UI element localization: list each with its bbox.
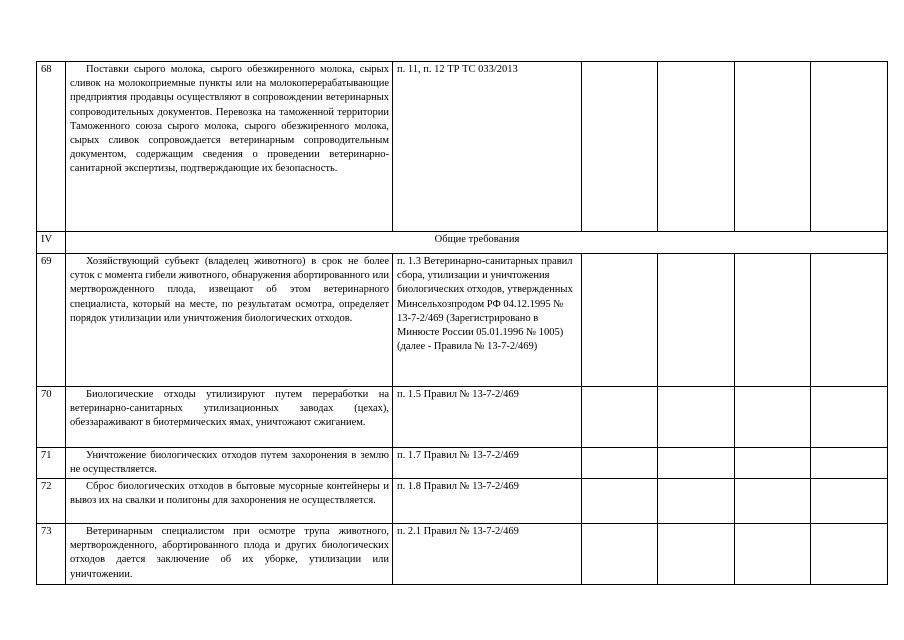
row-number: 69 (37, 254, 66, 387)
check-cell-no (658, 448, 735, 479)
check-cell-yes (582, 479, 658, 524)
check-cell-note (811, 387, 888, 448)
check-cell-no (658, 479, 735, 524)
table-row (37, 479, 888, 524)
check-cell-yes (582, 524, 658, 585)
check-cell-note (811, 254, 888, 387)
legal-reference: п. 1.3 Ветеринарно-санитарных правил сбора, утилизации и уничтожения биологических отходов, утвержденных Минсельхозпродом РФ 04.12.1995 № 13-7-2/469 (Зарегистрировано в Минюсте России 05.01.1996 № 1005) (далее - Правила № 13-7-2/469) (393, 254, 582, 387)
legal-reference: п. 11, п. 12 ТР ТС 033/2013 (393, 62, 582, 232)
requirement-text: Хозяйствующий субъект (владелец животного) в срок не более суток с момента гибели животного, обнаружения абортированного или мертворожденного плода, извещают об этом ветеринарного специалиста, который на месте, по результатам осмотра, определяет порядок утилизации или уничтожения биологических отходов. (66, 254, 393, 387)
check-cell-no (658, 387, 735, 448)
section-row (37, 232, 888, 254)
section-title: Общие требования (66, 232, 888, 254)
requirement-text: Уничтожение биологических отходов путем захоронения в землю не осуществляется. (66, 448, 393, 479)
requirements-table (36, 61, 888, 585)
table-row (37, 62, 888, 232)
check-cell-na (735, 479, 811, 524)
legal-reference: п. 2.1 Правил № 13-7-2/469 (393, 524, 582, 585)
check-cell-na (735, 524, 811, 585)
table-row (37, 254, 888, 387)
table-row (37, 387, 888, 448)
table-row (37, 524, 888, 585)
check-cell-na (735, 448, 811, 479)
check-cell-na (735, 254, 811, 387)
check-cell-no (658, 62, 735, 232)
section-number: IV (37, 232, 66, 254)
check-cell-no (658, 524, 735, 585)
legal-reference: п. 1.8 Правил № 13-7-2/469 (393, 479, 582, 524)
check-cell-note (811, 62, 888, 232)
check-cell-note (811, 448, 888, 479)
check-cell-note (811, 524, 888, 585)
check-cell-yes (582, 387, 658, 448)
row-number: 71 (37, 448, 66, 479)
check-cell-yes (582, 254, 658, 387)
row-number: 68 (37, 62, 66, 232)
requirement-text: Ветеринарным специалистом при осмотре трупа животного, мертворожденного, абортированного плода и других биологических отходов дается заключение об их уборке, утилизации или уничтожении. (66, 524, 393, 585)
table-row (37, 448, 888, 479)
row-number: 73 (37, 524, 66, 585)
row-number: 72 (37, 479, 66, 524)
requirement-text: Биологические отходы утилизируют путем переработки на ветеринарно-санитарных утилизационных заводах (цехах), обеззараживают в биотермических ямах, уничтожают сжиганием. (66, 387, 393, 448)
legal-reference: п. 1.5 Правил № 13-7-2/469 (393, 387, 582, 448)
legal-reference: п. 1.7 Правил № 13-7-2/469 (393, 448, 582, 479)
check-cell-na (735, 387, 811, 448)
requirement-text: Поставки сырого молока, сырого обезжиренного молока, сырых сливок на молокоприемные пункты или на молокоперерабатывающие предприятия продавцы осуществляют в сопровождении ветеринарных сопроводительных документов. Перевозка на таможенной территории Таможенного союза сырого молока, сырого обезжиренного молока, сырых сливок сопровождается ветеринарным сопроводительным документом, содержащим сведения о проведении ветеринарно-санитарной экспертизы, подтверждающие их безопасность. (66, 62, 393, 232)
check-cell-no (658, 254, 735, 387)
check-cell-na (735, 62, 811, 232)
row-number: 70 (37, 387, 66, 448)
requirement-text: Сброс биологических отходов в бытовые мусорные контейнеры и вывоз их на свалки и полигоны для захоронения не осуществляется. (66, 479, 393, 524)
check-cell-note (811, 479, 888, 524)
check-cell-yes (582, 62, 658, 232)
check-cell-yes (582, 448, 658, 479)
